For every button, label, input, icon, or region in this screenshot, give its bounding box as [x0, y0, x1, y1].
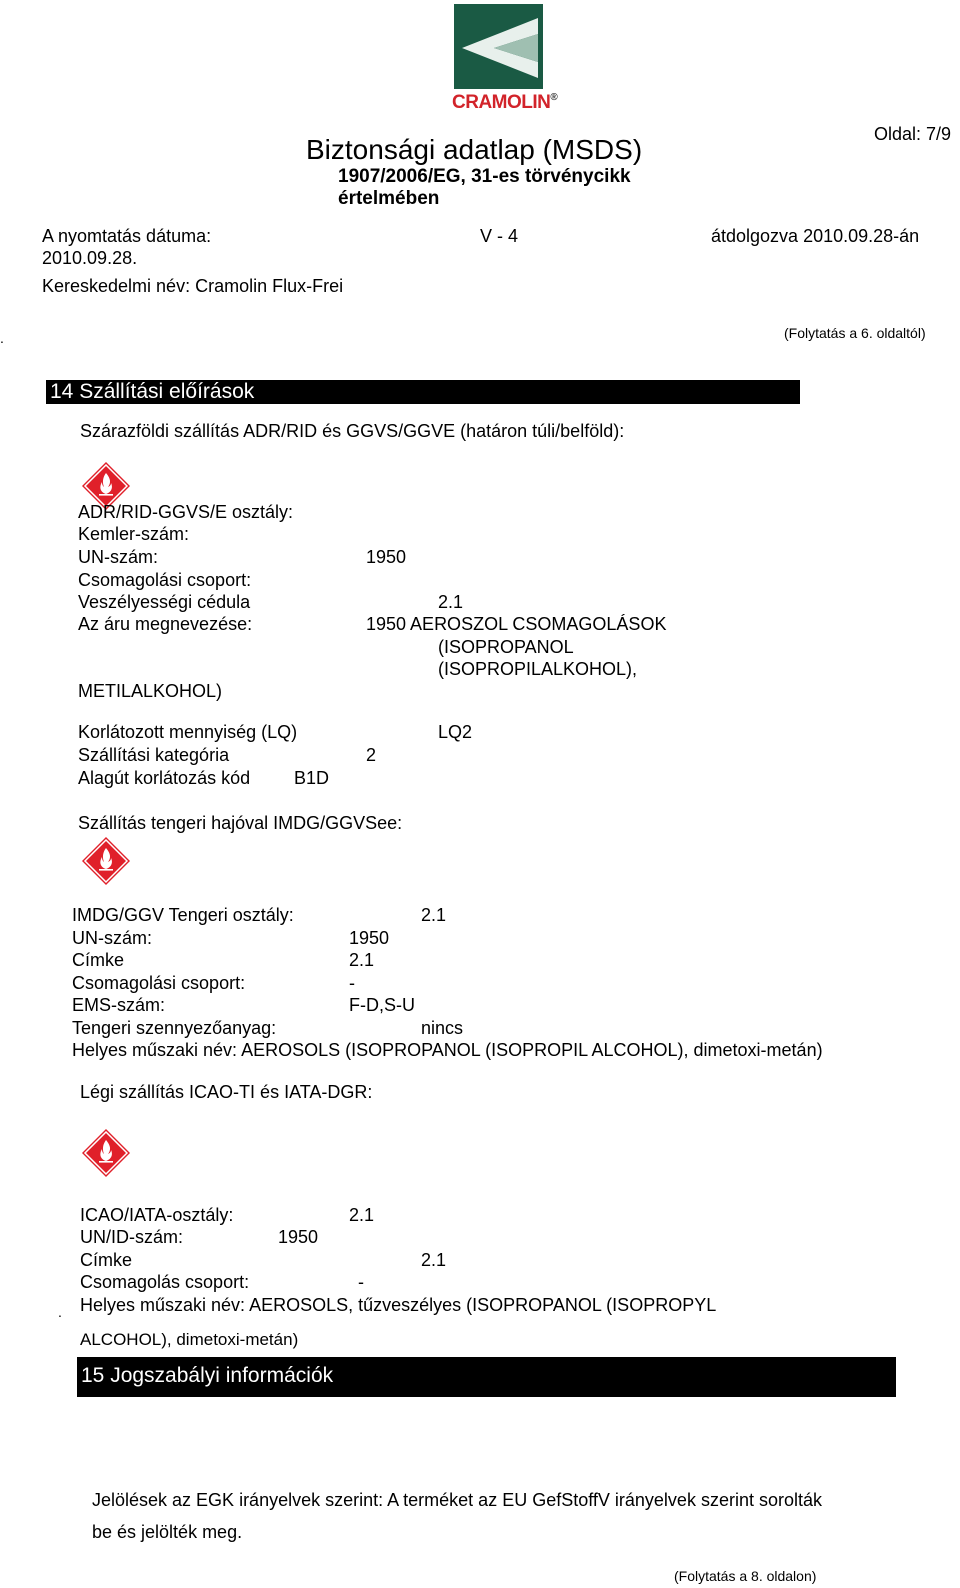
air-tech-label: Helyes műszaki név: — [80, 1295, 246, 1315]
print-date-label: A nyomtatás dátuma: — [42, 226, 212, 246]
sea-ems-label: EMS-szám: — [72, 995, 166, 1015]
land-tunnel-label: Alagút korlátozás kód — [78, 768, 251, 788]
land-name-line1: 1950 AEROSZOL CSOMAGOLÁSOK — [366, 614, 667, 634]
page-number: Oldal: 7/9 — [874, 124, 952, 144]
section-14-heading: 14 Szállítási előírások — [46, 380, 800, 404]
document-subtitle-line1: 1907/2006/EG, 31-es törvénycikk — [338, 166, 631, 187]
brand-logo-text: CRAMOLIN® — [452, 92, 558, 113]
air-class-label: ICAO/IATA-osztály: — [80, 1205, 234, 1225]
version: V - 4 — [480, 226, 519, 246]
sea-class-label: IMDG/GGV Tengeri osztály: — [72, 905, 294, 925]
land-kemler-label: Kemler-szám: — [78, 524, 190, 544]
cramolin-arrow-logo-icon — [454, 4, 543, 89]
sea-ems-value: F-D,S-U — [349, 995, 415, 1015]
sea-pollutant-label: Tengeri szennyezőanyag: — [72, 1018, 277, 1038]
marking-line1 — [92, 1490, 822, 1511]
sea-label-label: Címke — [72, 950, 125, 970]
marking-text-line2: be és jelölték meg. — [92, 1522, 243, 1542]
land-name-line4: METILALKOHOL) — [78, 681, 223, 701]
land-lq-value: LQ2 — [438, 722, 473, 742]
land-transport-heading: Szárazföldi szállítás ADR/RID és GGVS/GGVE (határon túli/belföld): — [80, 421, 625, 441]
sea-class-value: 2.1 — [421, 905, 447, 925]
air-packing-value: - — [358, 1272, 364, 1292]
land-tunnel-value: B1D — [294, 768, 330, 788]
sea-pollutant-value: nincs — [421, 1018, 464, 1038]
land-category-value: 2 — [366, 745, 377, 765]
land-hazard-label-value: 2.1 — [438, 592, 464, 612]
land-lq-label: Korlátozott mennyiség (LQ) — [78, 722, 298, 742]
air-label-label: Címke — [80, 1250, 133, 1270]
sea-tech-name — [72, 1040, 823, 1061]
marking-text-line1: A terméket az EU GefStoffV irányelvek szerint sorolták — [387, 1490, 822, 1510]
land-name-line2: (ISOPROPANOL — [438, 637, 574, 657]
air-class-value: 2.1 — [349, 1205, 375, 1225]
land-name-label: Az áru megnevezése: — [78, 614, 253, 634]
sea-un-label: UN-szám: — [72, 928, 152, 948]
air-packing-label: Csomagolás csoport: — [80, 1272, 250, 1292]
section-15-heading: 15 Jogszabályi információk — [77, 1357, 896, 1397]
document-subtitle-line2: értelmében — [338, 188, 440, 209]
air-label-value: 2.1 — [421, 1250, 447, 1270]
trade-name: Kereskedelmi név: Cramolin Flux-Frei — [42, 276, 344, 296]
land-class-label: ADR/RID-GGVS/E osztály: — [78, 502, 294, 522]
air-un-label: UN/ID-szám: — [80, 1227, 183, 1247]
land-category-label: Szállítási kategória — [78, 745, 230, 765]
continued-to: (Folytatás a 8. oldalon) — [674, 1568, 817, 1584]
sea-label-value: 2.1 — [349, 950, 375, 970]
marking-label: Jelölések az EGK irányelvek szerint: — [92, 1490, 384, 1510]
leading-dot: . — [0, 330, 4, 346]
land-un-value: 1950 — [366, 547, 407, 567]
print-date: 2010.09.28. — [42, 248, 138, 268]
sea-packing-label: Csomagolási csoport: — [72, 973, 246, 993]
sea-transport-heading: Szállítás tengeri hajóval IMDG/GGVSee: — [78, 813, 403, 833]
flammable-gas-diamond-icon — [81, 1128, 131, 1178]
leading-dot-2: . — [58, 1304, 62, 1320]
sea-tech-label: Helyes műszaki név: — [72, 1040, 238, 1060]
sea-packing-value: - — [349, 973, 355, 993]
document-title: Biztonsági adatlap (MSDS) — [306, 134, 643, 165]
land-hazard-label-label: Veszélyességi cédula — [78, 592, 251, 612]
air-tech-value-line2: ALCOHOL), dimetoxi-metán) — [80, 1330, 299, 1349]
sea-tech-value: AEROSOLS (ISOPROPANOL (ISOPROPIL ALCOHOL), dimetoxi-metán) — [241, 1040, 823, 1060]
flammable-gas-diamond-icon — [81, 836, 131, 886]
air-transport-heading: Légi szállítás ICAO-TI és IATA-DGR: — [80, 1082, 373, 1102]
land-packing-label: Csomagolási csoport: — [78, 570, 252, 590]
air-un-value: 1950 — [278, 1227, 319, 1247]
land-name-line3: (ISOPROPILALKOHOL), — [438, 659, 638, 679]
sea-un-value: 1950 — [349, 928, 390, 948]
revised-date: átdolgozva 2010.09.28-án — [711, 226, 920, 246]
air-tech-value-line1: AEROSOLS, tűzveszélyes (ISOPROPANOL (ISOPROPYL — [249, 1295, 717, 1315]
land-un-label: UN-szám: — [78, 547, 158, 567]
continued-from: (Folytatás a 6. oldaltól) — [784, 325, 926, 341]
air-tech-name — [80, 1295, 716, 1316]
